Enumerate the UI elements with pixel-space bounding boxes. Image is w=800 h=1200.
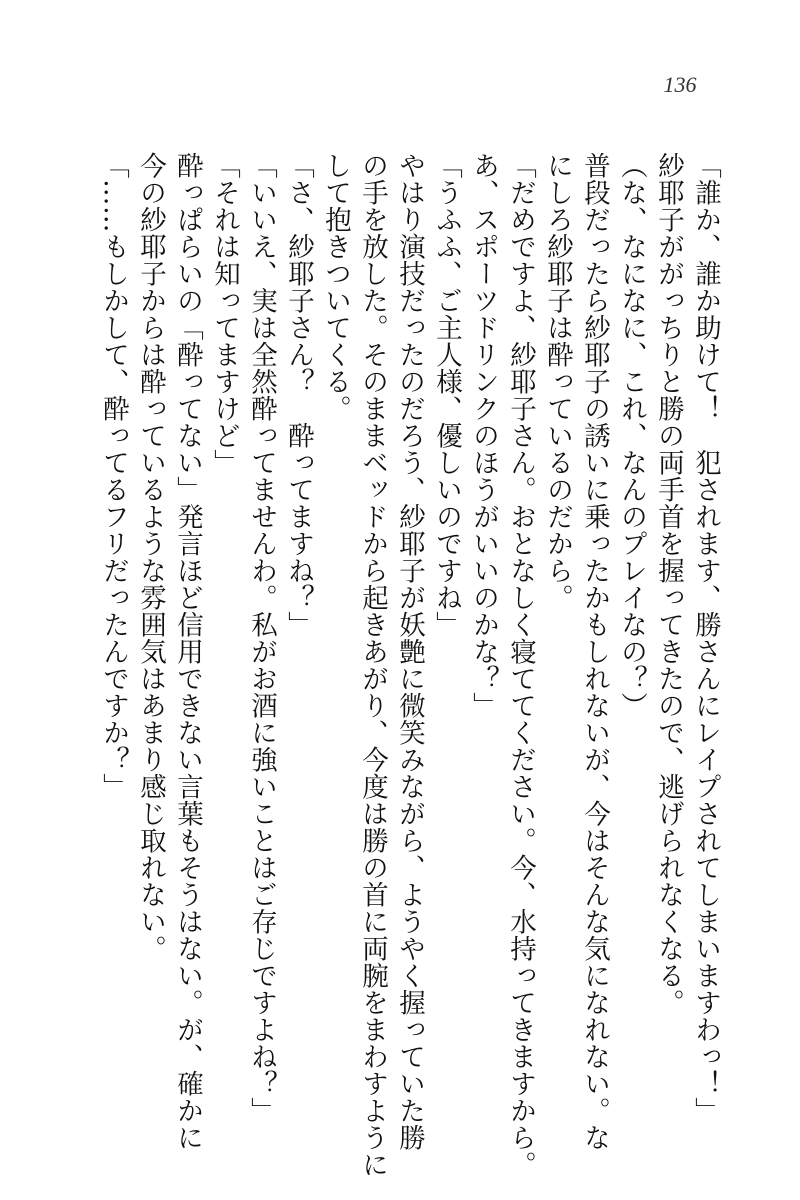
text-line: やはり演技だったのだろう、紗耶子が妖艶に微笑みながら、ようやく握っていた勝 <box>394 152 425 1151</box>
text-line: 「いいえ、実は全然酔ってませんわ。私がお酒に強いことはご存じですよね？」 <box>246 152 277 1124</box>
text-line: （な、なになに、これ、なんのプレイなの？） <box>616 152 647 719</box>
text-line: 酔っぱらいの「酔ってない」発言ほど信用できない言葉もそうはない。が、確かに <box>172 152 203 1151</box>
text-line: 普段だったら紗耶子の誘いに乗ったかもしれないが、今はそんな気になれない。な <box>579 152 610 1151</box>
text-line: 紗耶子ががっちりと勝の両手首を握ってきたので、逃げられなくなる。 <box>653 152 684 1016</box>
text-line: あ、スポーツドリンクのほうがいいのかな？」 <box>468 152 499 719</box>
text-line: 「うふふ、ご主人様、優しいのですね」 <box>431 152 462 638</box>
text-line: にしろ紗耶子は酔っているのだから。 <box>542 152 573 611</box>
text-line: 「それは知ってますけど」 <box>209 152 240 476</box>
text-line: の手を放した。そのままベッドから起きあがり、今度は勝の首に両腕をまわすように <box>357 152 388 1178</box>
text-line: 「さ、紗耶子さん？ 酔ってますね？」 <box>283 152 314 638</box>
vertical-text-body <box>95 152 724 1178</box>
text-line: 「だめですよ、紗耶子さん。おとなしく寝ててください。今、水持ってきますから。 <box>505 152 536 1178</box>
page-number: 136 <box>663 72 697 97</box>
text-line: 「……もしかして、酔ってるフリだったんですか？」 <box>98 152 129 800</box>
text-line: 今の紗耶子からは酔っているような雰囲気はあまり感じ取れない。 <box>135 152 166 962</box>
text-line: 「誰か、誰か助けて！ 犯されます、勝さんにレイプされてしまいますわっ！」 <box>690 152 721 1124</box>
text-line: して抱きついてくる。 <box>320 152 351 422</box>
